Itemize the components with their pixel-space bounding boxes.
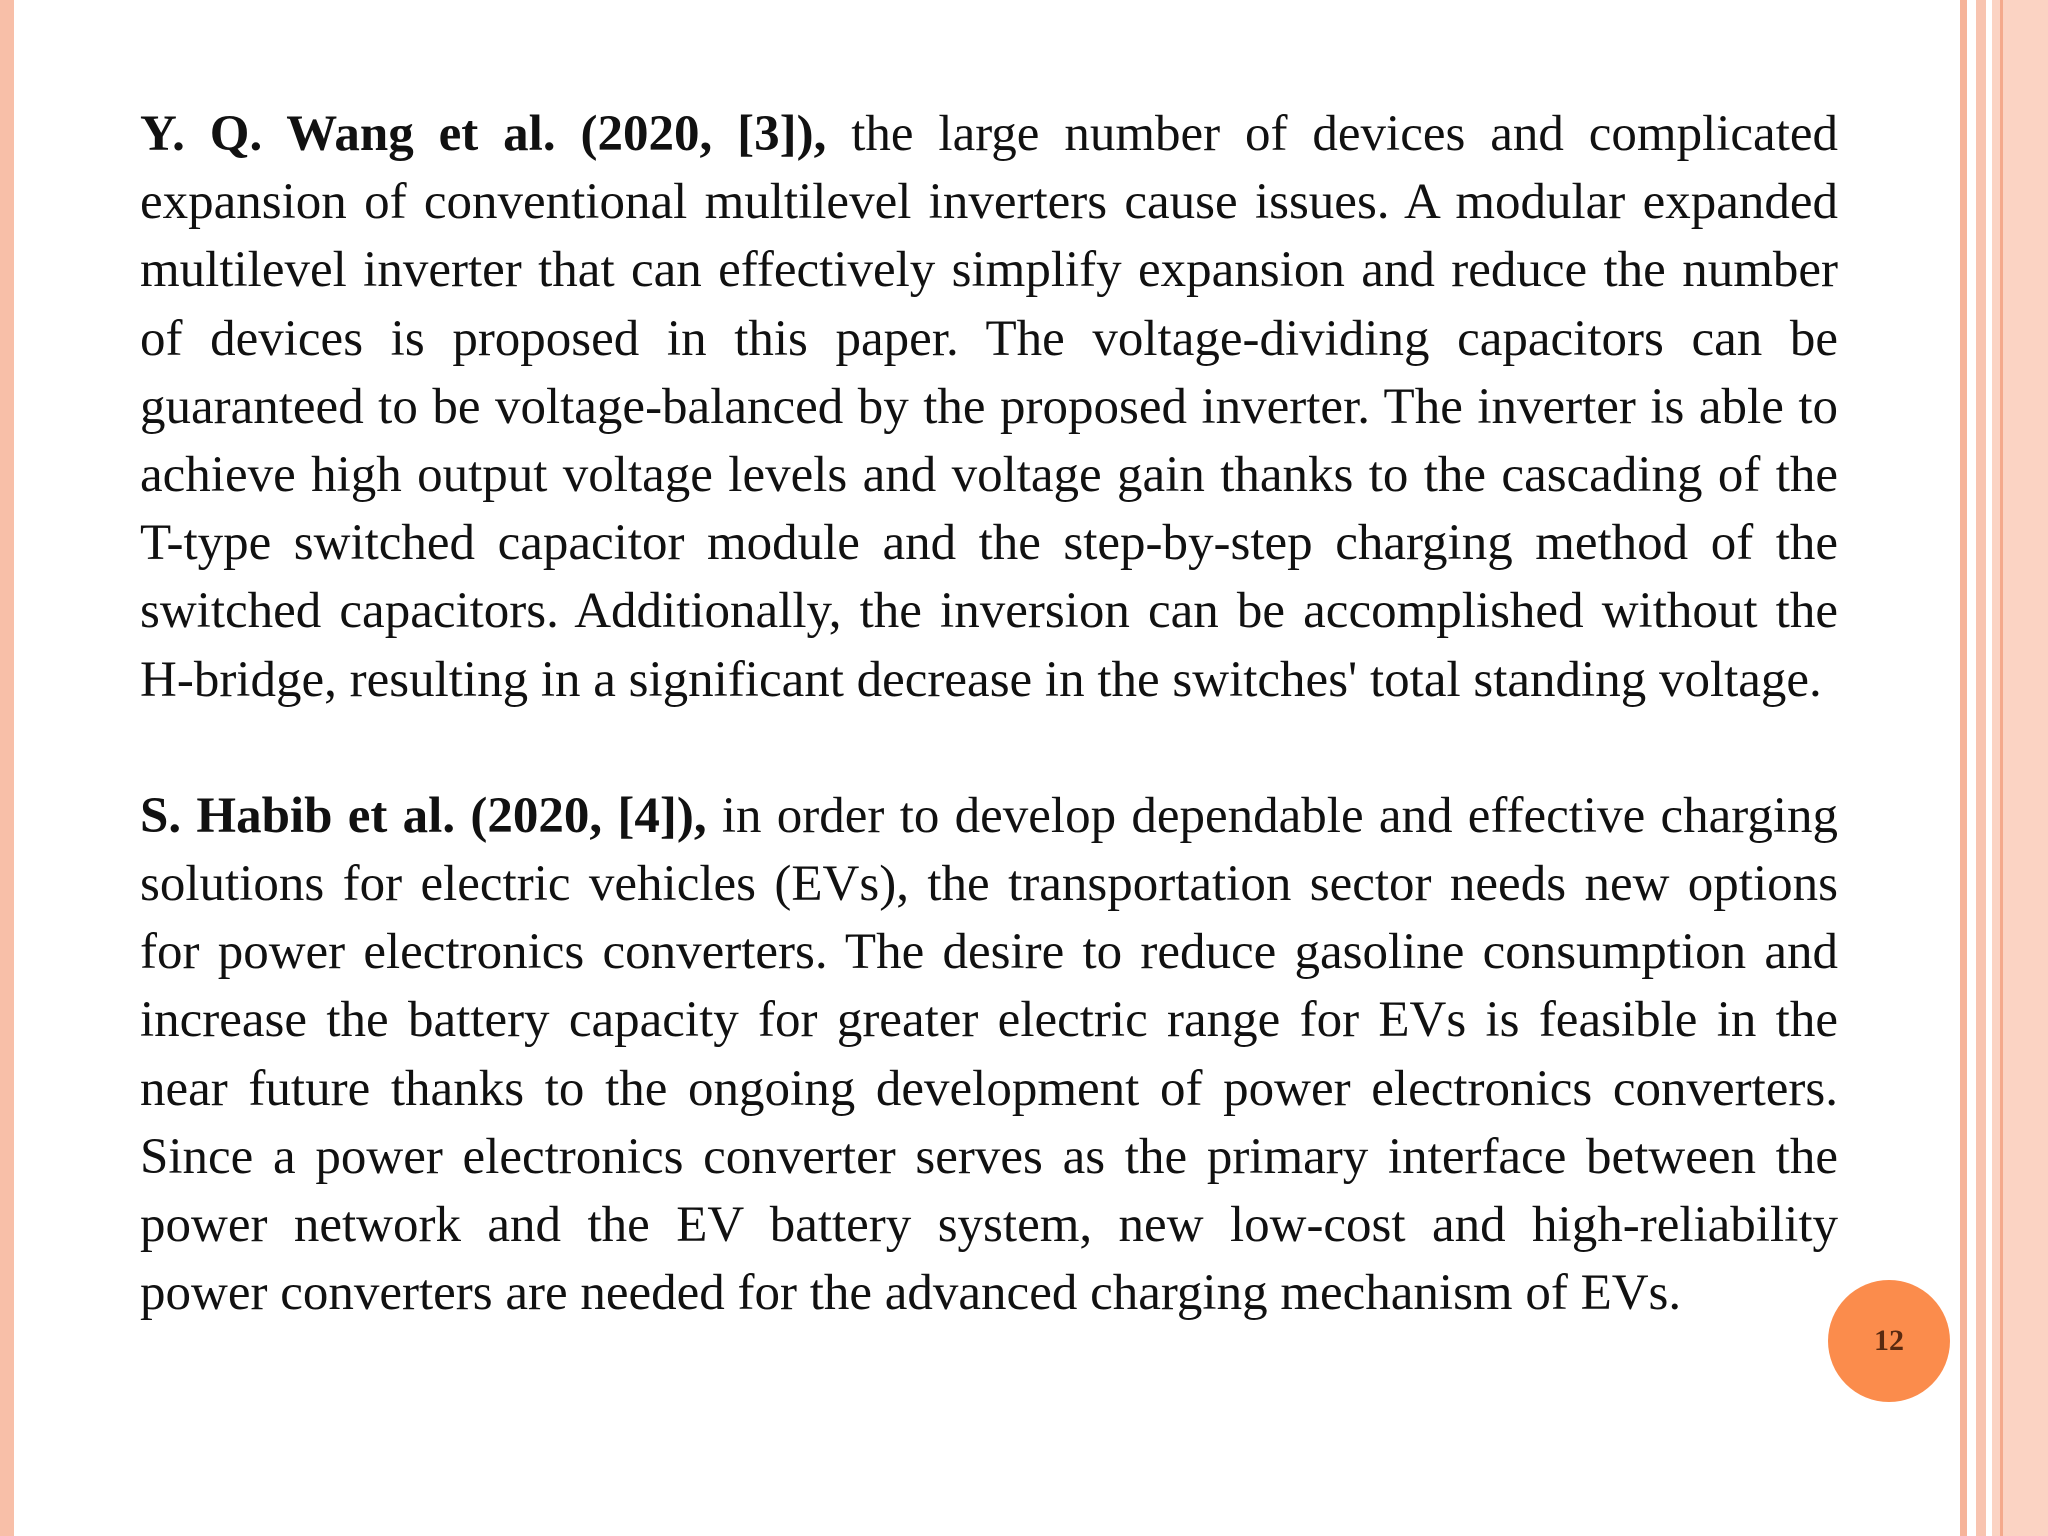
right-frame-line — [2000, 0, 2003, 1536]
left-frame-border — [0, 0, 14, 1536]
page-number-badge — [1828, 1280, 1950, 1402]
slide-body — [140, 100, 1838, 1327]
page-number: 12 — [1874, 1324, 1904, 1357]
paragraph-text: the large number of devices and complicated expansion of conventional multilevel inverters cause issues. A modular expanded multilevel inverter that can effectively simplify expansion and reduce the number of devices is proposed in this paper. The voltage-dividing capacitors can be guaranteed to be voltage-balanced by the proposed inverter. The inverter is able to achieve high output voltage levels and voltage gain thanks to the cascading of the T-type switched capacitor module and the step-by-step charging method of the switched capacitors. Additionally, the inversion can be accomplished without the H-bridge, resulting in a significant decrease in the switches' total standing voltage. — [140, 106, 1838, 708]
right-frame-stripe — [1976, 0, 1986, 1536]
paragraph-habib — [140, 782, 1838, 1328]
paragraph-text: in order to develop dependable and effective charging solutions for electric vehicles (EVs), the transportation sector needs new options for power electronics converters. The desire to reduce gasoline consumption and increase the battery capacity for greater electric range for EVs is feasible in the near future thanks to the ongoing development of power electronics converters. Since a power electronics converter serves as the primary interface between the power network and the EV battery system, new low-cost and high-reliability power converters are needed for the advanced charging mechanism of EVs. — [140, 787, 1839, 1322]
citation: Y. Q. Wang et al. (2020, [3]), — [140, 106, 827, 162]
citation: S. Habib et al. (2020, [4]), — [140, 787, 707, 844]
right-frame-stripe — [1960, 0, 1967, 1536]
paragraph-wang — [140, 100, 1838, 714]
